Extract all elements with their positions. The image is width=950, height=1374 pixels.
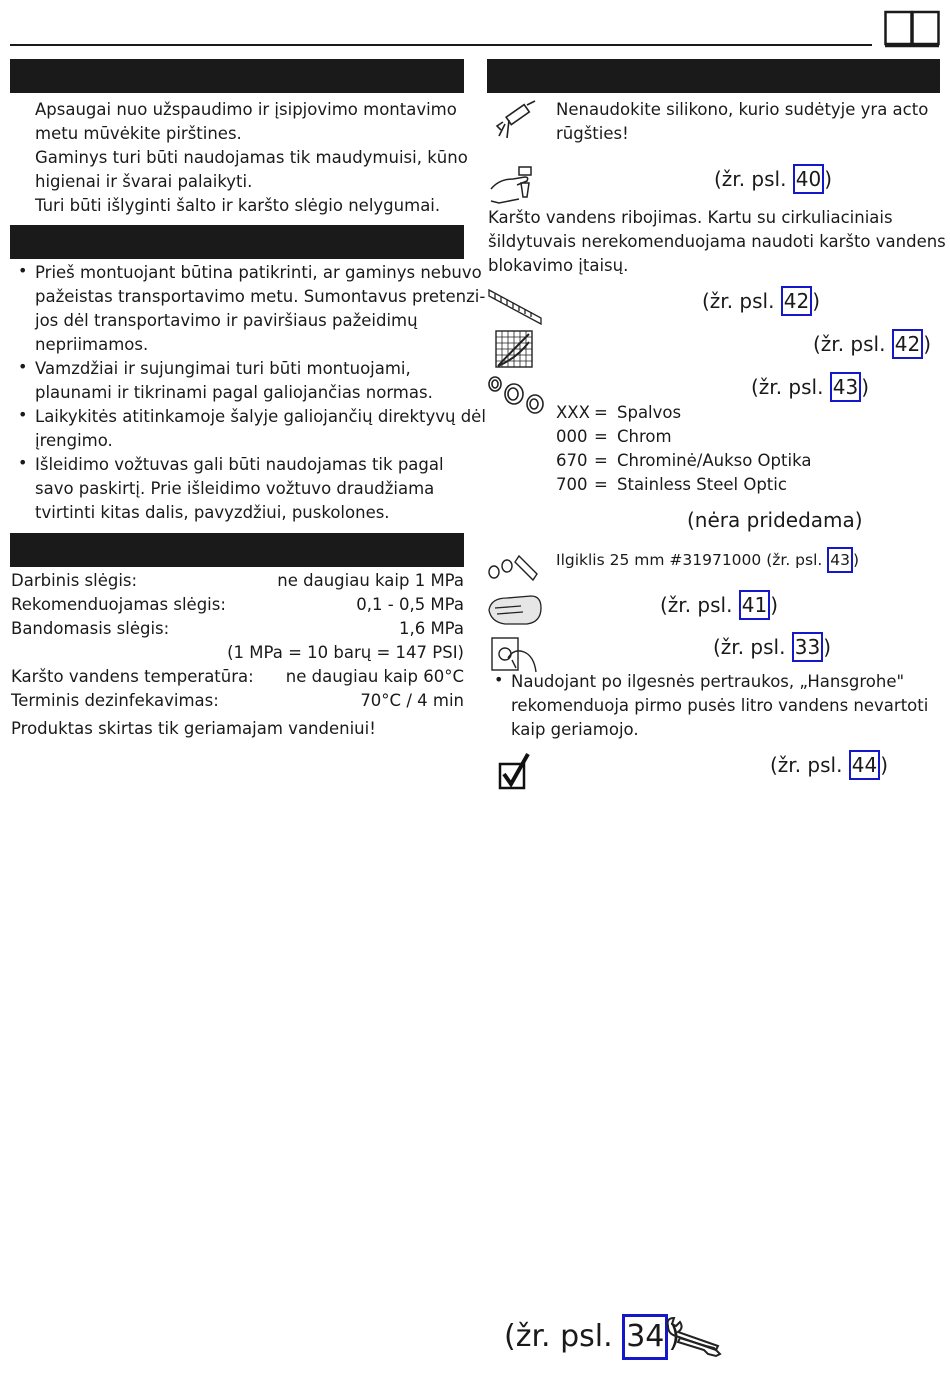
list-item bbox=[35, 453, 486, 525]
color-name: Spalvos bbox=[617, 403, 682, 422]
tech-value: ne daugiau kaip 1 MPa bbox=[277, 571, 464, 590]
color-code-row bbox=[556, 425, 811, 449]
ref-suffix: ) bbox=[853, 551, 860, 569]
ref-prefix: (žr. psl. bbox=[813, 332, 886, 356]
color-code: 000 bbox=[556, 427, 588, 446]
potable-water-note: Produktas skirtas tik geriamajam vandeniui! bbox=[11, 719, 376, 738]
list-item-line: plaunami ir tikrinami pagal galiojančias normas. bbox=[35, 383, 433, 402]
safety-line: metu mūvėkite pirštines. bbox=[35, 124, 242, 143]
page-ref-41[interactable] bbox=[660, 590, 778, 620]
list-item-line: • Išleidimo vožtuvas gali būti naudojamas tik pagal bbox=[35, 455, 444, 474]
tech-label: Terminis dezinfekavimas: bbox=[11, 691, 219, 710]
ref-prefix: (žr. psl. bbox=[770, 753, 843, 777]
extension-line[interactable] bbox=[556, 547, 859, 573]
safety-text bbox=[35, 98, 468, 218]
ref-prefix: (žr. psl. bbox=[504, 1319, 613, 1354]
page-ref-42b[interactable] bbox=[813, 329, 931, 359]
list-item-line: • Naudojant po ilgesnės pertraukos, „Hansgrohe" bbox=[511, 672, 905, 691]
ref-suffix: ) bbox=[923, 332, 932, 356]
hot-water-line: blokavimo įtaisų. bbox=[488, 256, 629, 275]
hot-water-line: Karšto vandens ribojimas. Kartu su cirkuliaciniais bbox=[488, 208, 893, 227]
color-name: Stainless Steel Optic bbox=[617, 475, 787, 494]
list-item-line: rekomenduoja pirmo pusės litro vandens nevartoti bbox=[511, 696, 929, 715]
tech-label: Karšto vandens temperatūra: bbox=[11, 667, 254, 686]
tech-value: 70°C / 4 min bbox=[360, 691, 464, 710]
color-eq: = bbox=[594, 427, 608, 446]
ref-suffix: ) bbox=[823, 635, 832, 659]
color-code: 700 bbox=[556, 475, 588, 494]
list-item-line: nepriimamos. bbox=[35, 335, 149, 354]
page-link-43[interactable]: 43 bbox=[830, 372, 861, 402]
section-bar-assembly bbox=[10, 225, 464, 259]
page-ref-33[interactable] bbox=[713, 632, 831, 662]
ref-prefix: (žr. psl. bbox=[751, 375, 824, 399]
tech-value: 1,6 MPa bbox=[398, 619, 464, 638]
book-icon bbox=[884, 10, 940, 48]
page-ref-44[interactable] bbox=[770, 750, 888, 780]
color-code: XXX bbox=[556, 403, 590, 422]
color-code-row bbox=[556, 473, 811, 497]
safety-line: higienai ir švarai palaikyti. bbox=[35, 172, 253, 191]
ref-prefix: (žr. psl. bbox=[702, 289, 775, 313]
hansgrohe-note bbox=[511, 670, 928, 742]
table-row bbox=[11, 617, 464, 641]
color-code: 670 bbox=[556, 451, 588, 470]
section-bar-right bbox=[487, 59, 940, 93]
color-eq: = bbox=[594, 475, 608, 494]
not-included-label: (nėra pridedama) bbox=[687, 508, 863, 532]
page-ref-43[interactable] bbox=[751, 372, 869, 402]
tech-value: (1 MPa = 10 barų = 147 PSI) bbox=[227, 643, 464, 662]
table-row bbox=[11, 689, 464, 713]
safety-line: Gaminys turi būti naudojamas tik maudymuisi, kūno bbox=[35, 148, 468, 167]
color-eq: = bbox=[594, 451, 608, 470]
tech-label: Darbinis slėgis: bbox=[11, 571, 138, 590]
silicone-line: Nenaudokite silikono, kurio sudėtyje yra acto bbox=[556, 100, 929, 119]
list-item-line: • Prieš montuojant būtina patikrinti, ar gaminys nebuvo bbox=[35, 263, 482, 282]
table-row bbox=[11, 665, 464, 689]
silicone-gun-icon bbox=[493, 100, 541, 142]
page-link-42[interactable]: 42 bbox=[781, 286, 812, 316]
list-item-line: kaip geriamojo. bbox=[511, 720, 639, 739]
tech-label: Rekomenduojamas slėgis: bbox=[11, 595, 226, 614]
extension-text: Ilgiklis 25 mm #31971000 (žr. psl. bbox=[556, 551, 823, 569]
color-codes bbox=[556, 401, 811, 497]
section-bar-tech bbox=[10, 533, 464, 567]
page-link-33[interactable]: 33 bbox=[792, 632, 823, 662]
list-item bbox=[511, 670, 928, 742]
hand-flush-icon bbox=[489, 165, 537, 205]
color-eq: = bbox=[594, 403, 608, 422]
page-link-41[interactable]: 41 bbox=[739, 590, 770, 620]
wrench-screwdriver-icon bbox=[664, 1316, 724, 1358]
page-ref-34[interactable] bbox=[504, 1314, 680, 1360]
page-link-44[interactable]: 44 bbox=[849, 750, 880, 780]
color-name: Chrom bbox=[617, 427, 672, 446]
list-item-line: savo paskirtį. Prie išleidimo vožtuvo draudžiama bbox=[35, 479, 435, 498]
page-link-43[interactable]: 43 bbox=[827, 547, 853, 573]
list-item bbox=[35, 405, 486, 453]
cleaning-hand-icon bbox=[487, 590, 545, 628]
list-item-line: • Laikykitės atitinkamoje šalyje galiojančių direktyvų dėl bbox=[35, 407, 486, 426]
ref-suffix: ) bbox=[861, 375, 870, 399]
list-item bbox=[35, 357, 486, 405]
ref-suffix: ) bbox=[812, 289, 821, 313]
operation-hand-icon bbox=[490, 634, 540, 674]
handle-parts-icon bbox=[487, 374, 545, 414]
color-name: Chrominė/Aukso Optika bbox=[617, 451, 812, 470]
table-row bbox=[11, 593, 464, 617]
assembly-list bbox=[35, 261, 486, 525]
tech-label: Bandomasis slėgis: bbox=[11, 619, 170, 638]
list-item-line: • Vamzdžiai ir sujungimai turi būti montuojami, bbox=[35, 359, 411, 378]
checkbox-check-icon bbox=[498, 752, 532, 790]
page-link-40[interactable]: 40 bbox=[793, 164, 824, 194]
ref-prefix: (žr. psl. bbox=[713, 635, 786, 659]
list-item-line: įrengimo. bbox=[35, 431, 113, 450]
tech-value: ne daugiau kaip 60°C bbox=[285, 667, 464, 686]
page-link-42[interactable]: 42 bbox=[892, 329, 923, 359]
extension-parts-icon bbox=[487, 552, 545, 584]
list-item-line: tvirtinti kitas dalis, pavyzdžiui, puskolones. bbox=[35, 503, 390, 522]
page-ref-40[interactable] bbox=[714, 164, 832, 194]
ruler-icon bbox=[487, 288, 543, 328]
page-ref-42a[interactable] bbox=[702, 286, 820, 316]
list-item bbox=[35, 261, 486, 357]
ref-suffix: ) bbox=[824, 167, 833, 191]
table-row bbox=[11, 569, 464, 593]
color-code-row bbox=[556, 449, 811, 473]
silicone-line: rūgšties! bbox=[556, 124, 629, 143]
safety-line: Turi būti išlyginti šalto ir karšto slėgio nelygumai. bbox=[35, 196, 441, 215]
hot-water-line: šildytuvais nerekomenduojama naudoti karšto vandens bbox=[488, 232, 946, 251]
table-row bbox=[11, 641, 464, 665]
ref-suffix: ) bbox=[668, 1319, 681, 1354]
list-item-line: pažeistas transportavimo metu. Sumontavus pretenzi- bbox=[35, 287, 486, 306]
ref-prefix: (žr. psl. bbox=[714, 167, 787, 191]
safety-line: Apsaugai nuo užspaudimo ir įsipjovimo montavimo bbox=[35, 100, 457, 119]
ref-prefix: (žr. psl. bbox=[660, 593, 733, 617]
ref-suffix: ) bbox=[770, 593, 779, 617]
flow-diagram-icon bbox=[495, 330, 533, 368]
section-bar-safety bbox=[10, 59, 464, 93]
page-link-34[interactable]: 34 bbox=[622, 1314, 668, 1360]
tech-value: 0,1 - 0,5 MPa bbox=[356, 595, 464, 614]
color-code-row bbox=[556, 401, 811, 425]
list-item-line: jos dėl transportavimo ir paviršiaus pažeidimų bbox=[35, 311, 418, 330]
hot-water-text bbox=[488, 206, 946, 278]
header-rule bbox=[10, 44, 872, 46]
tech-table bbox=[11, 569, 464, 741]
silicone-warning bbox=[556, 98, 928, 146]
ref-suffix: ) bbox=[880, 753, 889, 777]
